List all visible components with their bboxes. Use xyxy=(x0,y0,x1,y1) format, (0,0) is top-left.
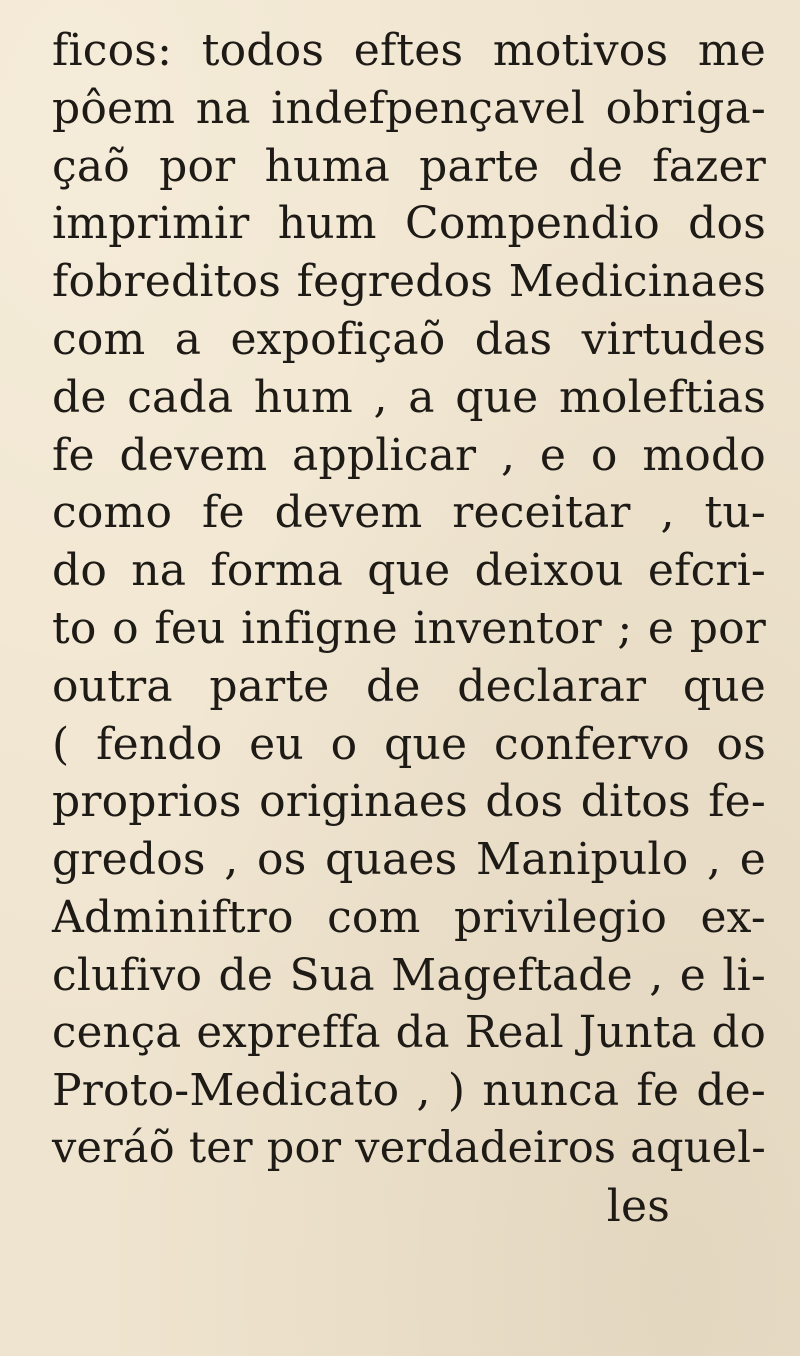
text-line: cença expreffa da Real Junta do xyxy=(52,1007,766,1058)
text-line: ficos: todos eftes motivos me xyxy=(52,25,766,76)
text-line: com a expofiçaõ das virtudes xyxy=(52,313,766,365)
text-line: to o feu infigne inventor ; e por xyxy=(52,602,766,654)
text-line: como fe devem receitar , tu- xyxy=(52,487,766,539)
text-line: do na forma que deixou efcri- xyxy=(52,545,766,597)
text-line: imprimir hum Compendio dos xyxy=(52,198,766,250)
text-line: ( fendo eu o que confervo os xyxy=(52,718,766,770)
body-text xyxy=(52,22,766,1236)
text-line: clufivo de Sua Mageftade , e li- xyxy=(52,949,766,1001)
text-line: de cada hum , a que moleftias xyxy=(52,371,766,423)
text-line: çaõ por huma parte de fazer xyxy=(52,140,766,192)
text-line-final: les xyxy=(606,1180,670,1232)
text-line: outra parte de declarar que xyxy=(52,660,766,712)
text-line: gredos , os quaes Manipulo , e xyxy=(52,834,766,886)
text-line: proprios originaes dos ditos fe- xyxy=(52,776,766,828)
text-line: fobreditos fegredos Medicinaes xyxy=(52,256,766,308)
text-line: veráõ ter por verdadeiros aquel- xyxy=(52,1123,766,1174)
text-line: Adminiftro com privilegio ex- xyxy=(52,891,766,943)
text-line: fe devem applicar , e o modo xyxy=(52,429,766,481)
text-line: pôem na indefpençavel obriga- xyxy=(52,82,766,134)
text-line: Proto-Medicato , ) nunca fe de- xyxy=(52,1065,766,1117)
